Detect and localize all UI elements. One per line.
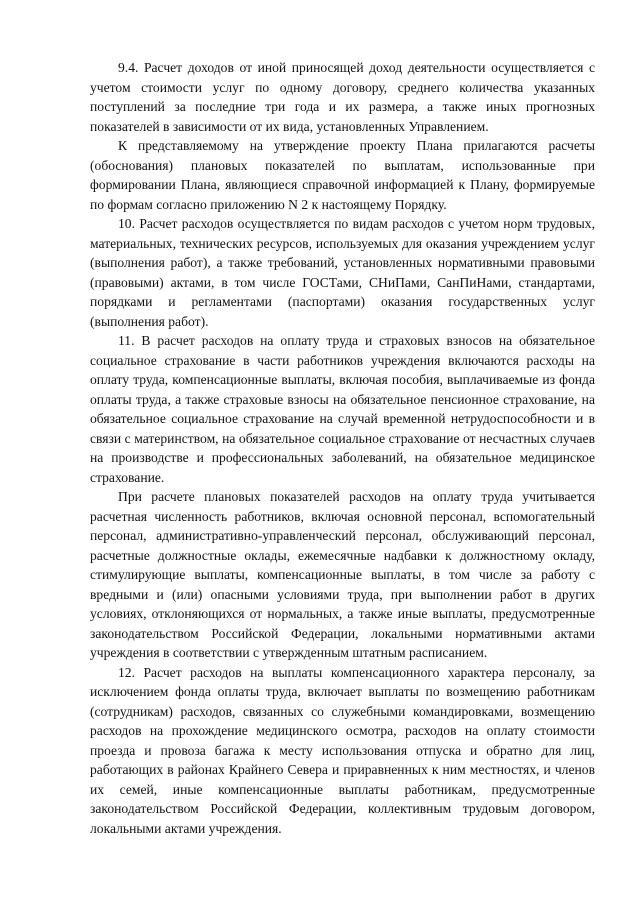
paragraph-calculations-attachment: К представляемому на утверждение проекту Плана прилагаются расчеты (обоснования) плановых показателей по выплатам, использованные при формировании Плана, являющиеся справочной информацией к Плану, формируемые по формам согласно приложению N 2 к настоящему Порядку. xyxy=(90,138,595,212)
paragraph-10: 10. Расчет расходов осуществляется по видам расходов с учетом норм трудовых, материальных, технических ресурсов, используемых для оказания учреждением услуг (выполнения работ), а также требований, установленных нормативными правовыми (правовыми) актами, в том числе ГОСТами, СНиПами, СанПиНами, стандартами, порядками и регламентами (паспортами) оказания государственных услуг (выполнения работ). xyxy=(90,216,595,329)
document-body xyxy=(90,58,595,838)
paragraph-wage-planning: При расчете плановых показателей расходов на оплату труда учитывается расчетная численность работников, включая основной персонал, вспомогательный персонал, административно-управленческий персонал, обслуживающий персонал, расчетные должностные оклады, ежемесячные надбавки к должностному окладу, стимулирующие выплаты, компенсационные выплаты, в том числе за работу с вредными и (или) опасными условиями труда, при выполнении работ в других условиях, отклоняющихся от нормальных, а также иные выплаты, предусмотренные законодательством Российской Федерации, локальными нормативными актами учреждения в соответствии с утвержденным штатным расписанием. xyxy=(90,489,595,660)
paragraph-9-4: 9.4. Расчет доходов от иной приносящей доход деятельности осуществляется с учетом стоимости услуг по одному договору, среднего количества указанных поступлений за последние три года и их размера, а также иных прогнозных показателей в зависимости от их вида, установленных Управлением. xyxy=(90,60,595,134)
paragraph-11: 11. В расчет расходов на оплату труда и страховых взносов на обязательное социальное страхование в части работников учреждения включаются расходы на оплату труда, компенсационные выплаты, включая пособия, выплачиваемые из фонда оплаты труда, а также страховые взносы на обязательное пенсионное страхование, на обязательное социальное страхование на случай временной нетрудоспособности и в связи с материнством, на обязательное социальное страхование от несчастных случаев на производстве и профессиональных заболеваний, на обязательное медицинское страхование. xyxy=(90,333,595,485)
paragraph-12: 12. Расчет расходов на выплаты компенсационного характера персоналу, за исключением фонда оплаты труда, включает выплаты по возмещению работникам (сотрудникам) расходов, связанных со служебными командировками, возмещению расходов на прохождение медицинского осмотра, расходов на оплату стоимости проезда и провоза багажа к месту использования отпуска и обратно для лиц, работающих в районах Крайнего Севера и приравненных к ним местностях, и членов их семей, иные компенсационные выплаты работникам, предусмотренные законодательством Российской Федерации, коллективным трудовым договором, локальными актами учреждения. xyxy=(90,664,595,836)
